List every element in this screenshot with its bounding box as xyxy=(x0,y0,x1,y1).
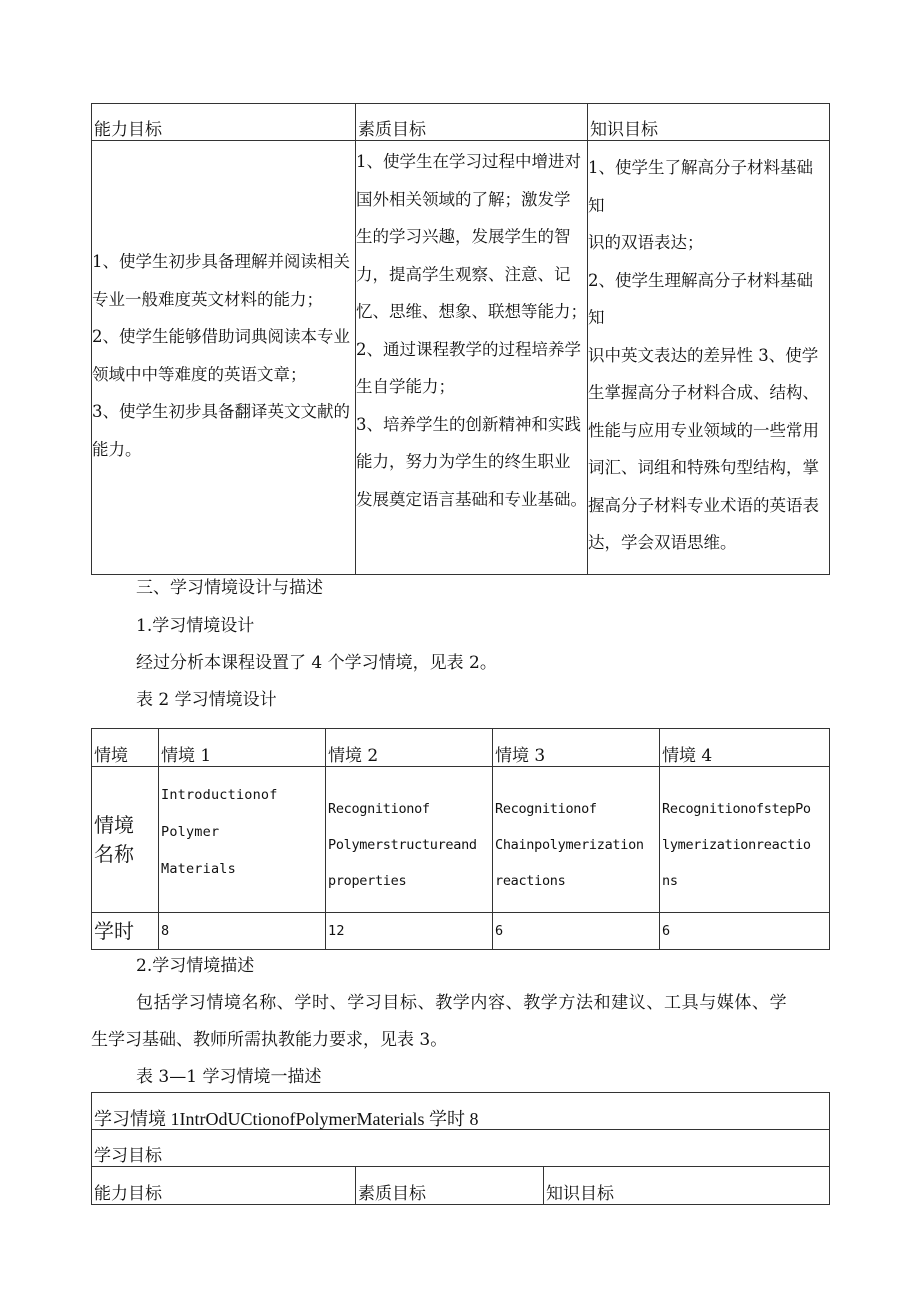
table2-header-2: 情境 2 xyxy=(326,729,493,767)
subsection-2-heading: 2.学习情境描述 xyxy=(136,956,255,976)
section-heading: 三、学习情境设计与描述 xyxy=(136,578,323,598)
knowledge-line: 2、使学生理解高分子材料基础知 xyxy=(588,270,813,327)
learning-objectives-row: 学习目标 xyxy=(92,1130,830,1167)
header-ability: 能力目标 xyxy=(92,104,356,141)
quality-line: 国外相关领域的了解；激发学 xyxy=(356,189,571,209)
knowledge-line: 生掌握高分子材料合成、结构、 xyxy=(588,383,819,402)
quality-line: 能力，努力为学生的终生职业 xyxy=(356,452,571,471)
table3-header-knowledge: 知识目标 xyxy=(544,1167,830,1205)
situation-2-name xyxy=(326,767,493,913)
knowledge-line: 达，学会双语思维。 xyxy=(588,533,737,552)
quality-line: 发展奠定语言基础和专业基础。 xyxy=(356,489,587,509)
situation-1-hours: 8 xyxy=(159,913,326,950)
quality-cell xyxy=(356,141,588,575)
quality-line: 3、培养学生的创新精神和实践 xyxy=(356,414,581,434)
hours-label: 学时 xyxy=(92,913,159,950)
name-line: Chainpolymerization xyxy=(495,837,644,853)
name-label-line: 名称 xyxy=(94,841,134,866)
situation-table xyxy=(91,728,830,950)
name-line: lymerizationreactio xyxy=(662,837,811,853)
name-line: ns xyxy=(662,873,678,889)
situation-1-name xyxy=(159,767,326,913)
situation-title-row: 学习情境 1IntrOdUCtionofPolymerMaterials 学时 8 xyxy=(92,1093,830,1130)
situation-4-hours: 6 xyxy=(660,913,830,950)
ability-line: 3、使学生初步具备翻译英文文献的 xyxy=(92,402,350,421)
quality-line: 忆、思维、想象、联想等能力； xyxy=(356,302,587,321)
situation-4-name xyxy=(660,767,830,913)
table2-header-3: 情境 3 xyxy=(493,729,660,767)
name-label-cell xyxy=(92,767,159,913)
table3-caption: 表 3—1 学习情境一描述 xyxy=(136,1067,322,1087)
table3-header-ability: 能力目标 xyxy=(92,1167,356,1205)
knowledge-cell xyxy=(588,141,830,575)
quality-line: 生自学能力； xyxy=(356,377,455,396)
header-quality: 素质目标 xyxy=(356,104,588,141)
table2-header-label: 情境 xyxy=(92,729,159,767)
quality-line: 2、通过课程教学的过程培养学 xyxy=(356,339,581,359)
quality-line: 力，提高学生观察、注意、记 xyxy=(356,264,571,284)
subsection-1-heading: 1.学习情境设计 xyxy=(136,616,255,636)
ability-line: 领域中中等难度的英语文章； xyxy=(92,364,307,384)
knowledge-line: 词汇、词组和特殊句型结构，掌 xyxy=(588,458,819,477)
knowledge-line: 握高分子材料专业术语的英语表 xyxy=(588,495,819,515)
situation-2-hours: 12 xyxy=(326,913,493,950)
header-knowledge: 知识目标 xyxy=(588,104,830,141)
name-line: properties xyxy=(328,873,407,889)
name-line: Introductionof xyxy=(161,787,278,803)
name-line: Polymer xyxy=(161,824,220,840)
situation-description-table xyxy=(91,1092,830,1205)
name-line: reactions xyxy=(495,873,566,889)
name-line: Materials xyxy=(161,861,236,877)
table2-header-1: 情境 1 xyxy=(159,729,326,767)
name-line: Polymerstructureand xyxy=(328,837,477,853)
knowledge-line: 识中英文表达的差异性 3、使学 xyxy=(588,345,819,365)
table2-caption: 表 2 学习情境设计 xyxy=(136,690,277,710)
section-paragraph-2: 包括学习情境名称、学时、学习目标、教学内容、教学方法和建议、工具与媒体、学 xyxy=(136,993,788,1013)
section-paragraph-2-cont: 生学习基础、教师所需执教能力要求，见表 3。 xyxy=(91,1030,448,1050)
knowledge-line: 性能与应用专业领域的一些常用 xyxy=(588,420,819,440)
section-paragraph-1: 经过分析本课程设置了 4 个学习情境，见表 2。 xyxy=(136,653,497,673)
knowledge-line: 识的双语表达； xyxy=(588,233,704,252)
ability-cell xyxy=(92,141,356,575)
objectives-table xyxy=(91,103,830,575)
ability-line: 2、使学生能够借助词典阅读本专业 xyxy=(92,327,350,346)
quality-line: 生的学习兴趣，发展学生的智 xyxy=(356,227,571,246)
name-line: Recognitionof xyxy=(328,801,430,817)
quality-line: 1、使学生在学习过程中增进对 xyxy=(356,152,581,171)
situation-3-name xyxy=(493,767,660,913)
name-line: Recognitionof xyxy=(495,801,597,817)
table2-header-4: 情境 4 xyxy=(660,729,830,767)
name-line: RecognitionofstepPo xyxy=(662,801,811,817)
situation-3-hours: 6 xyxy=(493,913,660,950)
knowledge-line: 1、使学生了解高分子材料基础知 xyxy=(588,158,813,215)
ability-line: 1、使学生初步具备理解并阅读相关 xyxy=(92,252,350,271)
ability-line: 专业一般难度英文材料的能力； xyxy=(92,289,323,309)
table3-header-quality: 素质目标 xyxy=(356,1167,544,1205)
name-label-line: 情境 xyxy=(94,812,134,837)
ability-line: 能力。 xyxy=(92,439,142,459)
